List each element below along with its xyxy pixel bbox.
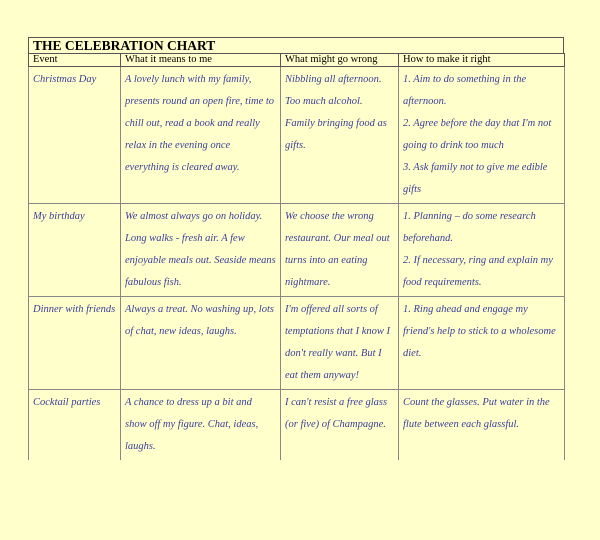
celebration-chart <box>28 37 564 460</box>
right-item: 1. Planning – do some research beforehand. <box>403 211 536 244</box>
right-item: Count the glasses. Put water in the flute between each glassful. <box>403 397 550 430</box>
header-row <box>29 54 565 67</box>
means-cell: A lovely lunch with my family, presents round an open fire, time to chill out, read a book and really relax in the evening once everything is cleared away. <box>121 67 281 204</box>
right-item: 2. Agree before the day that I'm not going to drink too much <box>403 118 552 151</box>
right-cell <box>399 390 565 461</box>
wrong-cell: I can't resist a free glass (or five) of Champagne. <box>281 390 399 461</box>
event-cell: Dinner with friends <box>29 297 121 390</box>
event-cell: Christmas Day <box>29 67 121 204</box>
table-row <box>29 67 565 204</box>
chart-title: THE CELEBRATION CHART <box>28 37 564 53</box>
column-header-means: What it means to me <box>121 54 281 67</box>
column-header-wrong: What might go wrong <box>281 54 399 67</box>
right-cell <box>399 297 565 390</box>
column-header-event: Event <box>29 54 121 67</box>
right-cell <box>399 204 565 297</box>
right-item: 2. If necessary, ring and explain my food requirements. <box>403 255 553 288</box>
celebration-table <box>28 53 565 460</box>
wrong-cell: Nibbling all afternoon. Too much alcohol. Family bringing food as gifts. <box>281 67 399 204</box>
wrong-cell: I'm offered all sorts of temptations that I know I don't really want. But I eat them anyway! <box>281 297 399 390</box>
table-row <box>29 204 565 297</box>
means-cell: Always a treat. No washing up, lots of chat, new ideas, laughs. <box>121 297 281 390</box>
table-row <box>29 390 565 461</box>
right-item: 3. Ask family not to give me edible gifts <box>403 162 548 195</box>
event-cell: My birthday <box>29 204 121 297</box>
right-cell <box>399 67 565 204</box>
event-cell: Cocktail parties <box>29 390 121 461</box>
means-cell: We almost always go on holiday. Long walks - fresh air. A few enjoyable meals out. Seaside means fabulous fish. <box>121 204 281 297</box>
right-item: 1. Ring ahead and engage my friend's help to stick to a wholesome diet. <box>403 304 556 359</box>
column-header-right: How to make it right <box>399 54 565 67</box>
wrong-cell: We choose the wrong restaurant. Our meal out turns into an eating nightmare. <box>281 204 399 297</box>
right-item: 1. Aim to do something in the afternoon. <box>403 74 527 107</box>
table-row <box>29 297 565 390</box>
means-cell: A chance to dress up a bit and show off my figure. Chat, ideas, laughs. <box>121 390 281 461</box>
